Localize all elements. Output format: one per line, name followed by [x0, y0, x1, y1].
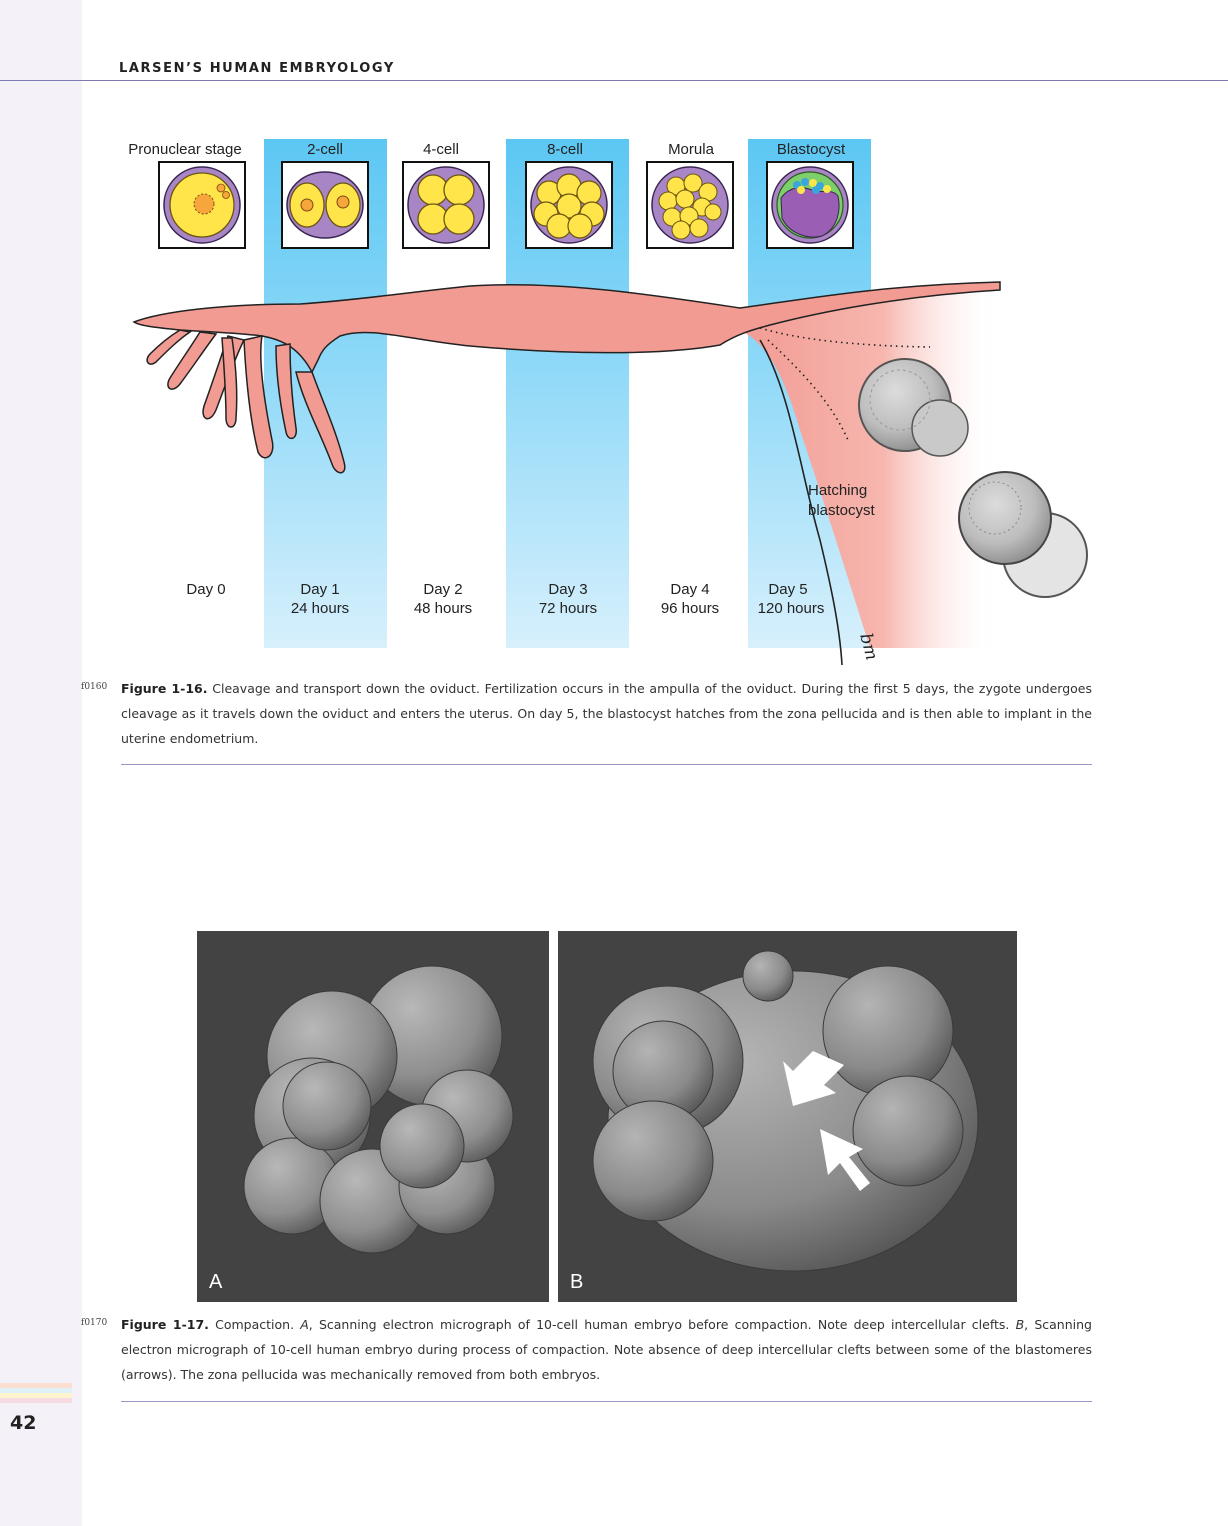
hours-label: 120 hours	[757, 600, 825, 617]
embryo-a-micrograph	[197, 931, 549, 1302]
figure-label: Figure 1-16.	[121, 681, 208, 696]
figure-1-16-illustration	[0, 0, 1228, 680]
stage-labels	[128, 141, 846, 158]
figure-id: f0170	[81, 1318, 108, 1328]
four-cell-embryo-icon	[403, 162, 489, 248]
artist-signature: bm	[855, 631, 882, 663]
figure-1-16-caption	[121, 676, 1092, 751]
caption-text: Cleavage and transport down the oviduct. Fertilization occurs in the ampulla of the oviduct. During the first 5 days, the zygote undergoes cleavage as it travels down the oviduct and enters the uterus. On day 5, the blastocyst hatches from the zona pellucida and is then able to implant in the uterine endometrium.	[121, 681, 1092, 746]
day-label: Day 4	[670, 581, 710, 598]
caption-text: Compaction.	[215, 1317, 301, 1332]
panel-label: A	[209, 1271, 223, 1293]
micrograph-panel-b	[558, 931, 1017, 1302]
caption-text: , Scanning electron micrograph of 10-cell human embryo before compaction. Note deep intercellular clefts.	[308, 1317, 1016, 1332]
stage-label: 8-cell	[547, 141, 583, 158]
margin-color-stripes	[0, 1383, 72, 1403]
stage-label: 2-cell	[307, 141, 343, 158]
running-head: LARSEN’S HUMAN EMBRYOLOGY	[119, 61, 395, 76]
blastocyst-embryo-icon	[767, 162, 853, 248]
stage-label: Pronuclear stage	[128, 141, 242, 158]
stage-label: 4-cell	[423, 141, 459, 158]
stage-label: Morula	[668, 141, 714, 158]
page-number: 42	[10, 1412, 37, 1434]
figure-divider	[121, 1401, 1092, 1402]
pronuclear-embryo-icon	[159, 162, 245, 248]
two-cell-embryo-icon	[282, 162, 368, 248]
figure-id: f0160	[81, 682, 108, 692]
day-label: Day 0	[186, 581, 226, 598]
hours-label: 48 hours	[413, 600, 473, 617]
day-label: Day 1	[300, 581, 340, 598]
caption-italic: A	[300, 1317, 309, 1332]
day-label: Day 2	[423, 581, 463, 598]
day-label: Day 5	[768, 581, 808, 598]
hours-label: 24 hours	[290, 600, 350, 617]
hatching-label: blastocyst	[808, 502, 875, 519]
day-label: Day 3	[548, 581, 588, 598]
hatching-label: Hatching	[808, 482, 868, 499]
stage-label: Blastocyst	[776, 141, 846, 158]
panel-label: B	[570, 1271, 584, 1293]
embryo-b-micrograph	[558, 931, 1017, 1302]
caption-italic: B	[1015, 1317, 1025, 1332]
morula-embryo-icon	[647, 162, 733, 248]
hours-label: 72 hours	[538, 600, 598, 617]
micrograph-panel-a	[197, 931, 549, 1302]
eight-cell-embryo-icon	[526, 162, 612, 248]
caption-text: , Scanning electron micrograph of 10-cell human embryo during process of compaction. Note absence of deep intercellular clefts between some of the blastomeres (arrows). The zona pellucida was mechanically removed from both embryos.	[121, 1317, 1092, 1382]
figure-label: Figure 1-17.	[121, 1317, 209, 1332]
hours-label: 96 hours	[660, 600, 720, 617]
figure-divider	[121, 764, 1092, 765]
figure-1-17-caption	[121, 1312, 1092, 1387]
